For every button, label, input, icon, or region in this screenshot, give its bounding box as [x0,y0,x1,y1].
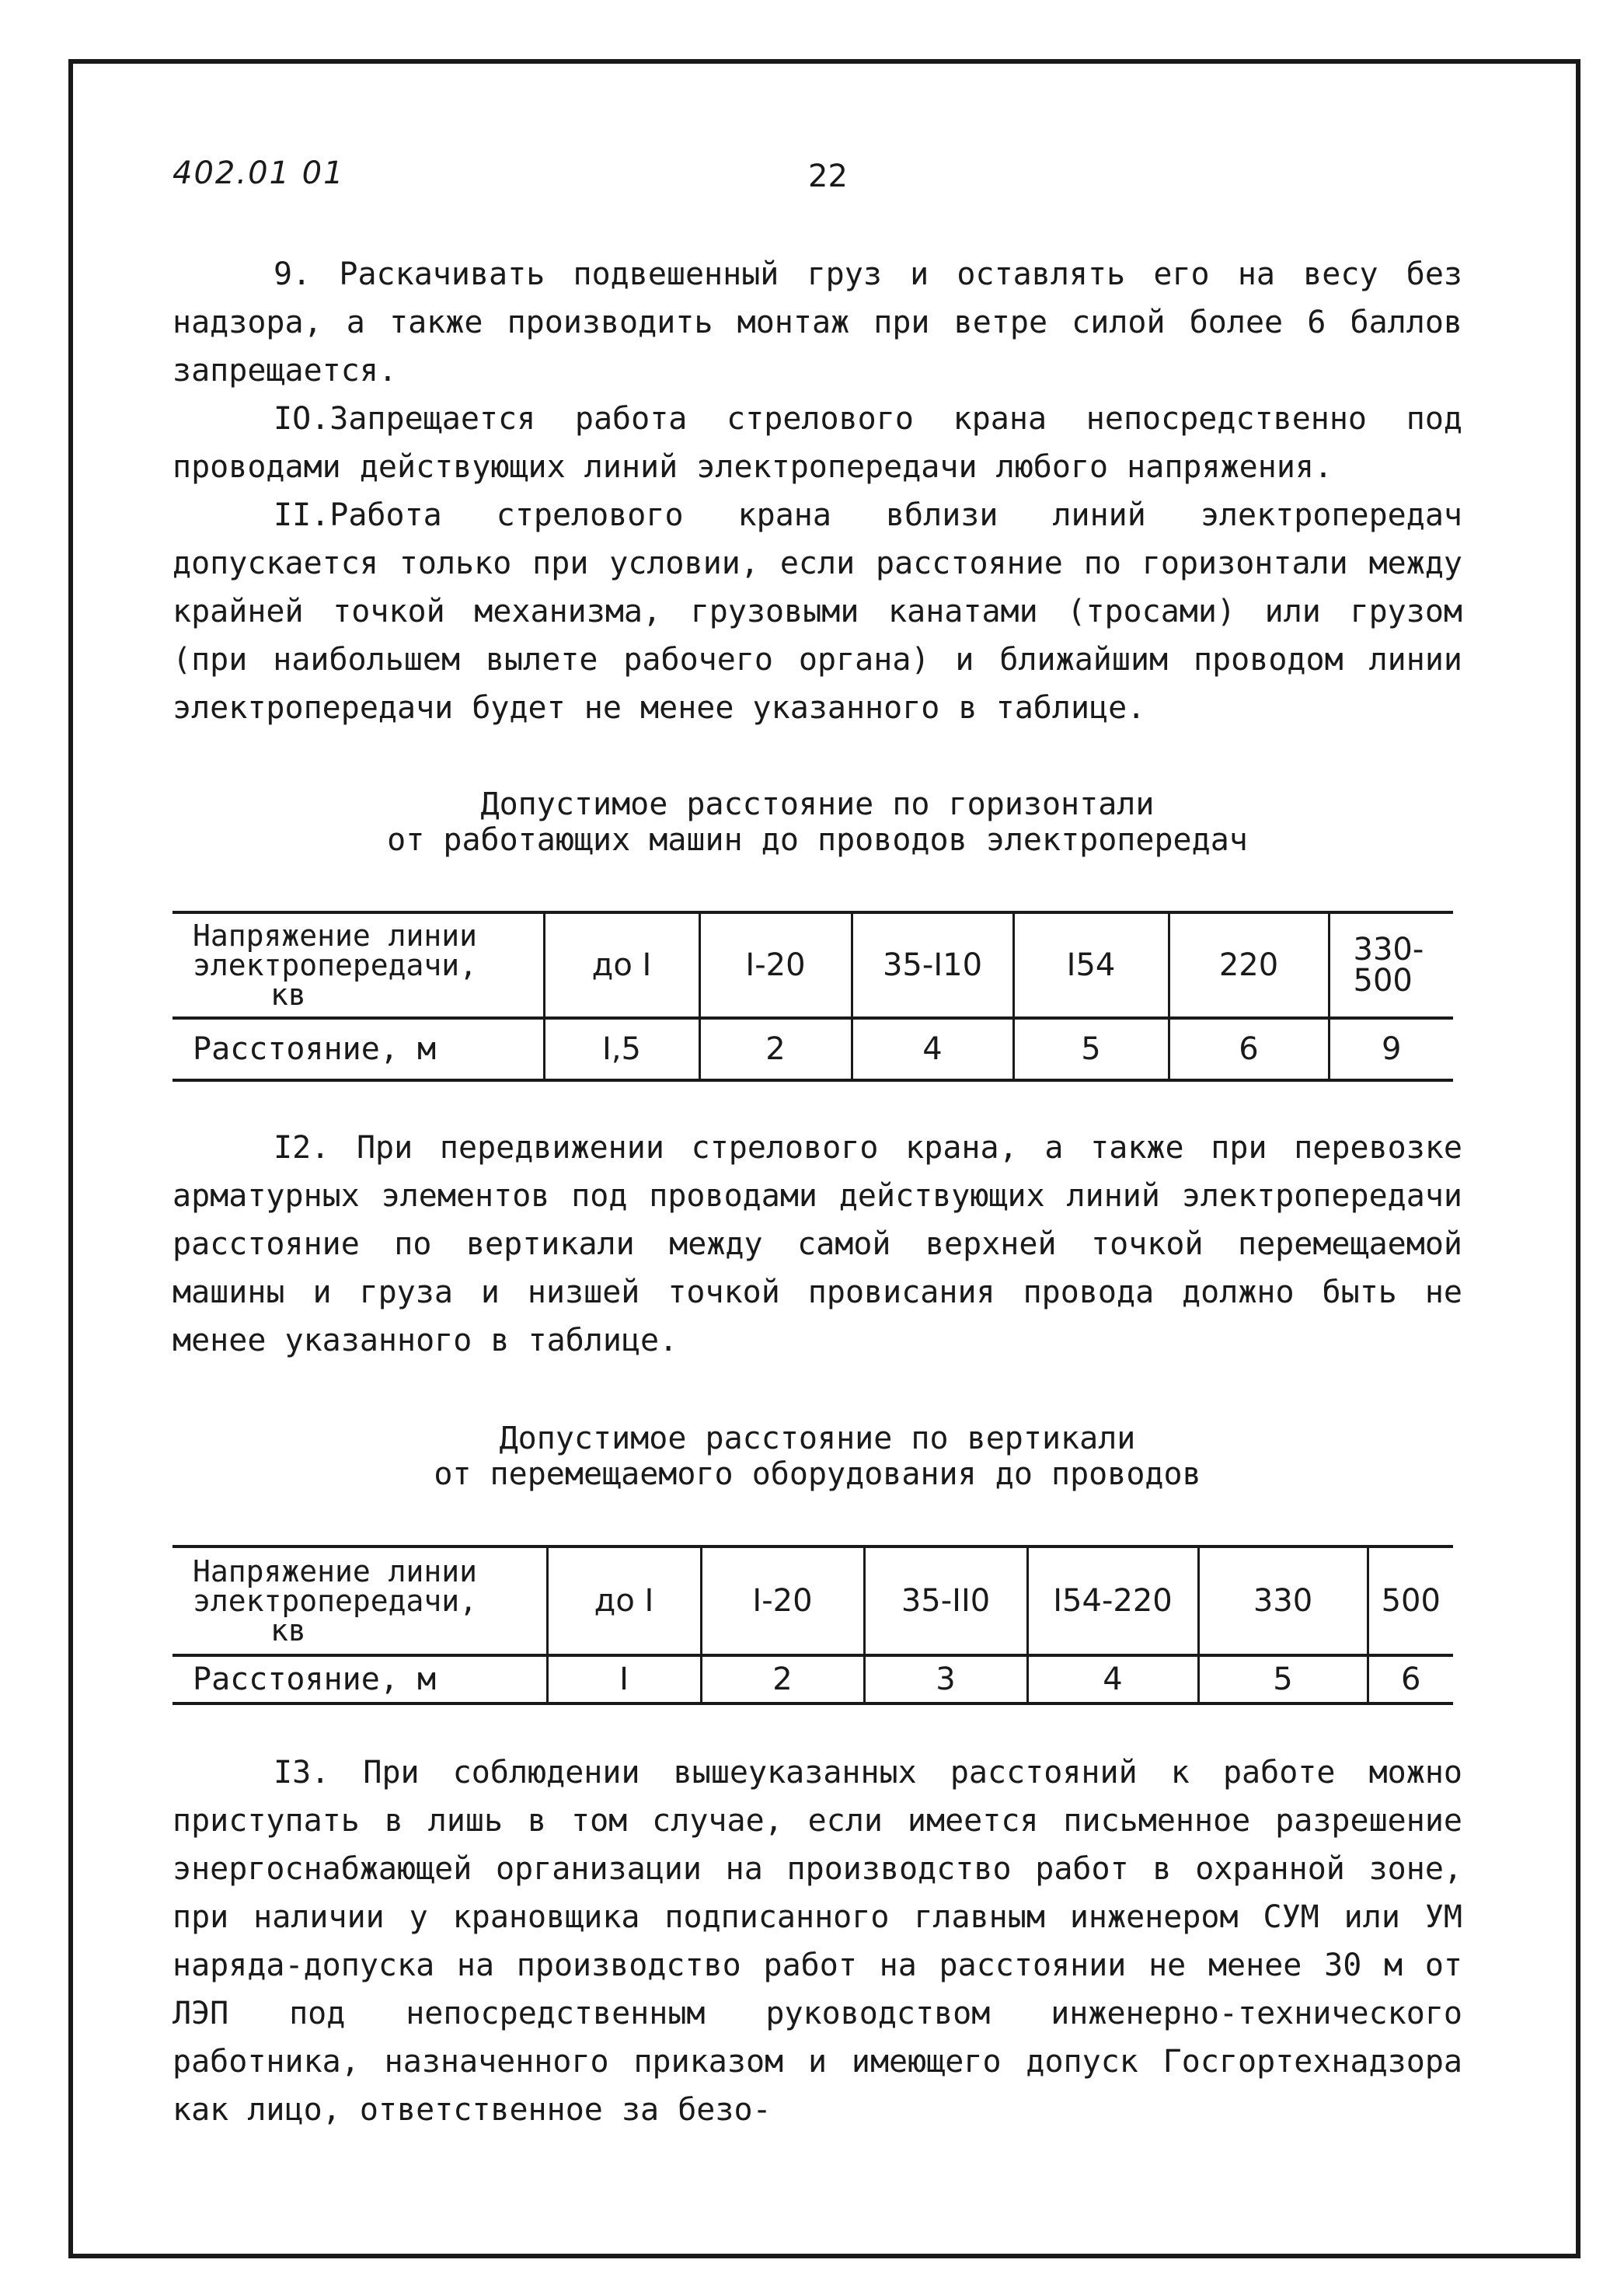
table1-caption [173,786,1462,858]
horizontal-distance-table [173,911,1453,1082]
table2-cell: 5 [1198,1655,1368,1703]
table1-cell: 2 [699,1018,852,1080]
table2-cell: 6 [1368,1655,1453,1703]
table1-cell: 4 [852,1018,1013,1080]
table1-caption-line2: от работающих машин до проводов электропередач [387,822,1248,858]
table2-data-row [173,1655,1453,1703]
table1-header-label: Напряжение линии электропередачи, кв [173,912,544,1018]
table1-row-label: Расстояние, м [173,1018,544,1080]
document-code: 402.01 01 [173,155,345,191]
table1-caption-line1: Допустимое расстояние по горизонтали [480,786,1155,822]
table2-col-header: I54-220 [1027,1546,1198,1655]
table1-header-row [173,912,1453,1018]
table2-col-header: 35-II0 [864,1546,1027,1655]
paragraph-11: II.Работа стрелового крана вблизи линий электропередач допускается только при условии, если расстояние по горизонтали между крайней точкой механизма, грузовыми канатами (тросами) или грузом (при наибольшем вылете рабочего органа) и ближайшим проводом линии электропередачи будет не менее указанного в таблице. [173,497,1462,726]
table2-row-label: Расстояние, м [173,1655,547,1703]
table1-col-header: I-20 [699,912,852,1018]
table2-col-header: 500 [1368,1546,1453,1655]
table1-data-row [173,1018,1453,1080]
table1-cell: 6 [1169,1018,1329,1080]
paragraph-10: IO.Запрещается работа стрелового крана непосредственно под проводами действующих линий электропередачи любого напряжения. [173,401,1462,485]
table2-cell: 4 [1027,1655,1198,1703]
table1-col-header: 35-I10 [852,912,1013,1018]
table2-header-label: Напряжение линии электропередачи, кв [173,1546,547,1655]
table2-cell: 2 [701,1655,864,1703]
table2-cell: 3 [864,1655,1027,1703]
table2-col-header: до I [547,1546,701,1655]
table1-cell: 5 [1013,1018,1169,1080]
page-number: 22 [808,159,848,194]
paragraph-12: I2. При передвижении стрелового крана, а также при перевозке арматурных элементов под проводами действующих линий электропередачи расстояние по вертикали между самой верхней точкой перемещаемой машины и груза и низшей точкой провисания провода должно быть не менее указанного в таблице. [173,1130,1462,1358]
paragraph-13: I3. При соблюдении вышеуказанных расстояний к работе можно приступать в лишь в том случае, если имеется письменное разрешение энергоснабжающей организации на производство работ в охранной зоне, при наличии у крановщика подписанного главным инженером СУМ или УМ наряда-допуска на производство работ на расстоянии не менее 30 м от ЛЭП под непосредственным руководством инженерно-технического работника, назначенного приказом и имеющего допуск Госгортехнадзора как лицо, ответственное за безо- [173,1755,1462,2128]
table1-col-header: I54 [1013,912,1169,1018]
table2-caption-line1: Допустимое расстояние по вертикали [499,1421,1136,1456]
table1-cell: I,5 [544,1018,699,1080]
table1-col-header: 220 [1169,912,1329,1018]
table1-col-header: до I [544,912,699,1018]
paragraph-9: 9. Раскачивать подвешенный груз и оставлять его на весу без надзора, а также производить монтаж при ветре силой более 6 баллов запрещается. [173,256,1462,389]
table2-caption [173,1421,1462,1492]
table2-header-row [173,1546,1453,1655]
vertical-distance-table [173,1545,1453,1705]
table1-cell: 9 [1329,1018,1453,1080]
table1-col-header: 330- 500 [1329,912,1453,1018]
table2-cell: I [547,1655,701,1703]
table2-col-header: 330 [1198,1546,1368,1655]
table2-col-header: I-20 [701,1546,864,1655]
table2-caption-line2: от перемещаемого оборудования до проводов [434,1456,1201,1492]
